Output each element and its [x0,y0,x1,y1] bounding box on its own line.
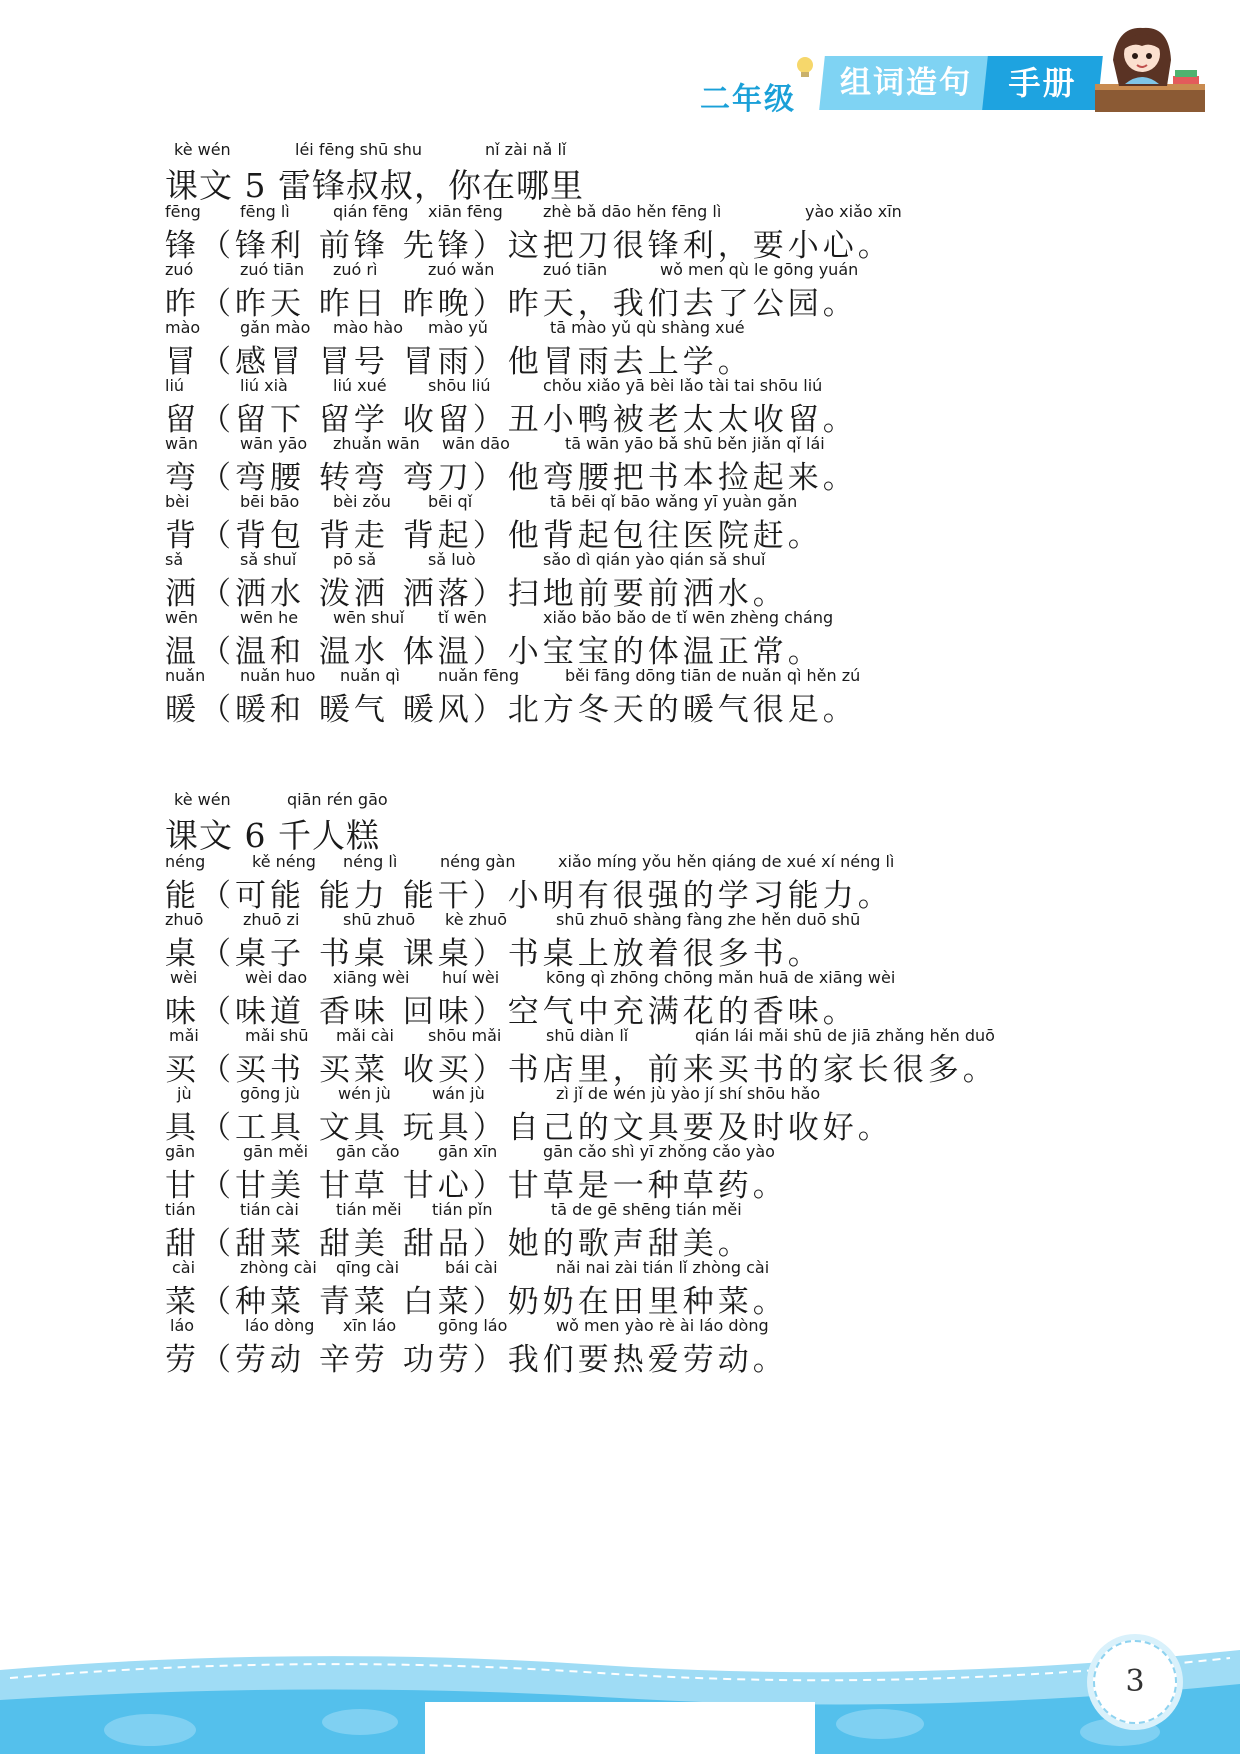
row-text: 冒（感冒 冒号 冒雨）他冒雨去上学。 [165,344,753,380]
pinyin: zhuǎn wān [333,434,420,453]
pinyin: wén jù [338,1084,391,1103]
row-text: 桌（桌子 书桌 课桌）书桌上放着很多书。 [165,936,823,972]
pinyin: fēng lì [240,202,290,221]
vocab-row [165,664,1165,728]
pinyin: gān cǎo [336,1142,400,1161]
banner-left [819,56,993,110]
pinyin: gān xīn [438,1142,498,1161]
pinyin: zhuō zi [243,910,300,929]
pinyin: tián cài [240,1200,299,1219]
pinyin: wēn he [240,608,299,627]
pinyin: qiān rén gāo [287,790,388,809]
pinyin: gān cǎo shì yī zhǒng cǎo yào [543,1142,775,1161]
girl-mascot-icon [1095,20,1205,112]
pinyin: fēng [165,202,201,221]
pinyin: láo [170,1316,195,1335]
pinyin: jù [177,1084,192,1103]
pinyin: néng [165,852,206,871]
pinyin: bái cài [445,1258,498,1277]
banner-right [982,56,1103,110]
page-header [0,0,1240,130]
vocab-row [165,1314,1165,1378]
pinyin: léi fēng shū shu [295,140,422,159]
vocab-row [165,1198,1165,1262]
pinyin: tā bēi qǐ bāo wǎng yī yuàn gǎn [550,492,798,511]
vocab-row [165,548,1165,612]
pinyin: gān [165,1142,196,1161]
vocab-row [165,908,1165,972]
pinyin: kōng qì zhōng chōng mǎn huā de xiāng wèi [546,968,896,987]
vocab-row [165,200,1165,264]
vocab-row [165,490,1165,554]
pinyin: zuó [165,260,194,279]
vocab-row [165,966,1165,1030]
pinyin: mào yǔ [428,318,488,337]
pinyin: nuǎn [165,666,206,685]
vocab-row [165,316,1165,380]
pinyin: huí wèi [442,968,500,987]
row-text: 甘（甘美 甘草 甘心）甘草是一种草药。 [165,1168,788,1204]
pinyin: nuǎn fēng [438,666,520,685]
pinyin: chǒu xiǎo yā bèi lǎo tài tai shōu liú [543,376,823,395]
pinyin: wèi [170,968,198,987]
pinyin: shū zhuō [343,910,416,929]
pinyin: xiān fēng [428,202,503,221]
pinyin: tián měi [336,1200,402,1219]
pinyin: tián [165,1200,196,1219]
pinyin: tā de gē shēng tián měi [551,1200,742,1219]
pinyin: gǎn mào [240,318,311,337]
lesson-title-6 [165,788,1165,855]
lesson-title-text: 课文 6 千人糕 [165,816,380,855]
pinyin: bèi [165,492,190,511]
lightbulb-icon [792,54,818,80]
pinyin: bēi bāo [240,492,300,511]
pinyin: mǎi [169,1026,199,1045]
vocab-row [165,1140,1165,1204]
banner-left-label: 组词造句 [840,65,972,101]
pinyin: gān měi [243,1142,309,1161]
grade-label: 二年级 [700,82,796,117]
pinyin: yào xiǎo xīn [805,202,902,221]
pinyin: zuó tiān [543,260,608,279]
pinyin: xiāng wèi [333,968,410,987]
pinyin: qián lái mǎi shū de jiā zhǎng hěn duō [695,1026,995,1045]
row-text: 具（工具 文具 玩具）自己的文具要及时收好。 [165,1110,893,1146]
pinyin: néng lì [343,852,398,871]
row-text: 买（买书 买菜 收买）书店里，前来买书的家长很多。 [165,1052,998,1088]
vocab-row [165,850,1165,914]
pinyin: wán jù [432,1084,485,1103]
pinyin: tā wān yāo bǎ shū běn jiǎn qǐ lái [565,434,825,453]
pinyin: wèi dao [245,968,308,987]
vocab-row [165,258,1165,322]
row-text: 暖（暖和 暖气 暖风）北方冬天的暖气很足。 [165,692,858,728]
pinyin: wān [165,434,199,453]
pinyin: wān yāo [240,434,308,453]
pinyin: sǎ [165,550,184,569]
pinyin: běi fāng dōng tiān de nuǎn qì hěn zú [565,666,861,685]
pinyin: bèi zǒu [333,492,391,511]
pinyin: kè zhuō [445,910,508,929]
page-number: 3 [1093,1640,1177,1724]
pinyin: zhuō [165,910,204,929]
pinyin: bēi qǐ [428,492,473,511]
pinyin: sǎ shuǐ [240,550,297,569]
pinyin: gōng láo [438,1316,508,1335]
pinyin: mǎi shū [245,1026,309,1045]
pinyin: zì jǐ de wén jù yào jí shí shōu hǎo [556,1084,821,1103]
pinyin: liú xué [333,376,387,395]
pinyin: tā mào yǔ qù shàng xué [550,318,745,337]
pinyin: wān dāo [442,434,510,453]
pinyin: láo dòng [245,1316,315,1335]
pinyin: xiǎo míng yǒu hěn qiáng de xué xí néng lì [558,852,895,871]
pinyin: shū zhuō shàng fàng zhe hěn duō shū [556,910,861,929]
pinyin: nuǎn qì [340,666,400,685]
pinyin: shōu liú [428,376,491,395]
lesson-section-5 [165,138,1165,728]
row-text: 留（留下 留学 收留）丑小鸭被老太太收留。 [165,402,858,438]
pinyin: wēn shuǐ [333,608,405,627]
pinyin: pō sǎ [333,550,377,569]
pinyin: mào [165,318,201,337]
pinyin: tǐ wēn [438,608,487,627]
footer-clouds [0,1620,1240,1754]
vocab-row [165,374,1165,438]
pinyin: xīn láo [343,1316,397,1335]
vocab-row [165,1024,1165,1088]
pinyin: wēn [165,608,199,627]
pinyin: zuó rì [333,260,378,279]
row-text: 洒（洒水 泼洒 洒落）扫地前要前洒水。 [165,576,788,612]
pinyin: zuó wǎn [428,260,495,279]
pinyin: zhè bǎ dāo hěn fēng lì [543,202,722,221]
vocab-content [165,138,1165,1378]
pinyin: néng gàn [440,852,516,871]
banner-right-label: 手册 [1008,64,1077,102]
pinyin: mǎi cài [336,1026,394,1045]
pinyin: liú [165,376,185,395]
pinyin: tián pǐn [432,1200,493,1219]
pinyin: kè wén [174,790,231,809]
pinyin: nuǎn huo [240,666,316,685]
vocab-row [165,432,1165,496]
row-text: 温（温和 温水 体温）小宝宝的体温正常。 [165,634,823,670]
pinyin: wǒ men qù le gōng yuán [660,260,859,279]
pinyin: sǎ luò [428,550,476,569]
pinyin: qián fēng [333,202,409,221]
vocab-row [165,606,1165,670]
row-text: 味（味道 香味 回味）空气中充满花的香味。 [165,994,858,1030]
vocab-row [165,1256,1165,1320]
vocab-row [165,1082,1165,1146]
lesson-title-5 [165,138,1165,205]
row-text: 背（背包 背走 背起）他背起包往医院赶。 [165,518,823,554]
pinyin: kě néng [252,852,316,871]
lesson-section-6 [165,788,1165,1378]
row-text: 昨（昨天 昨日 昨晚）昨天，我们去了公园。 [165,286,858,322]
pinyin: zhòng cài [240,1258,317,1277]
row-text: 甜（甜菜 甜美 甜品）她的歌声甜美。 [165,1226,753,1262]
pinyin: kè wén [174,140,231,159]
row-text: 劳（劳动 辛劳 功劳）我们要热爱劳动。 [165,1342,788,1378]
pinyin: gōng jù [240,1084,300,1103]
pinyin: sǎo dì qián yào qián sǎ shuǐ [543,550,766,569]
lesson-title-text: 课文 5 雷锋叔叔，你在哪里 [165,166,584,205]
pinyin: nǎi nai zài tián lǐ zhòng cài [556,1258,770,1277]
pinyin: zuó tiān [240,260,305,279]
pinyin: qīng cài [336,1258,400,1277]
row-text: 菜（种菜 青菜 白菜）奶奶在田里种菜。 [165,1284,788,1320]
pinyin: liú xià [240,376,288,395]
pinyin: nǐ zài nǎ lǐ [485,140,567,159]
row-text: 锋（锋利 前锋 先锋）这把刀很锋利，要小心。 [165,228,893,264]
row-text: 能（可能 能力 能干）小明有很强的学习能力。 [165,878,893,914]
pinyin: wǒ men yào rè ài láo dòng [556,1316,769,1335]
pinyin: cài [172,1258,196,1277]
pinyin: shōu mǎi [428,1026,502,1045]
pinyin: xiǎo bǎo bǎo de tǐ wēn zhèng cháng [543,608,834,627]
pinyin: mào hào [333,318,403,337]
row-text: 弯（弯腰 转弯 弯刀）他弯腰把书本捡起来。 [165,460,858,496]
pinyin: shū diàn lǐ [546,1026,629,1045]
